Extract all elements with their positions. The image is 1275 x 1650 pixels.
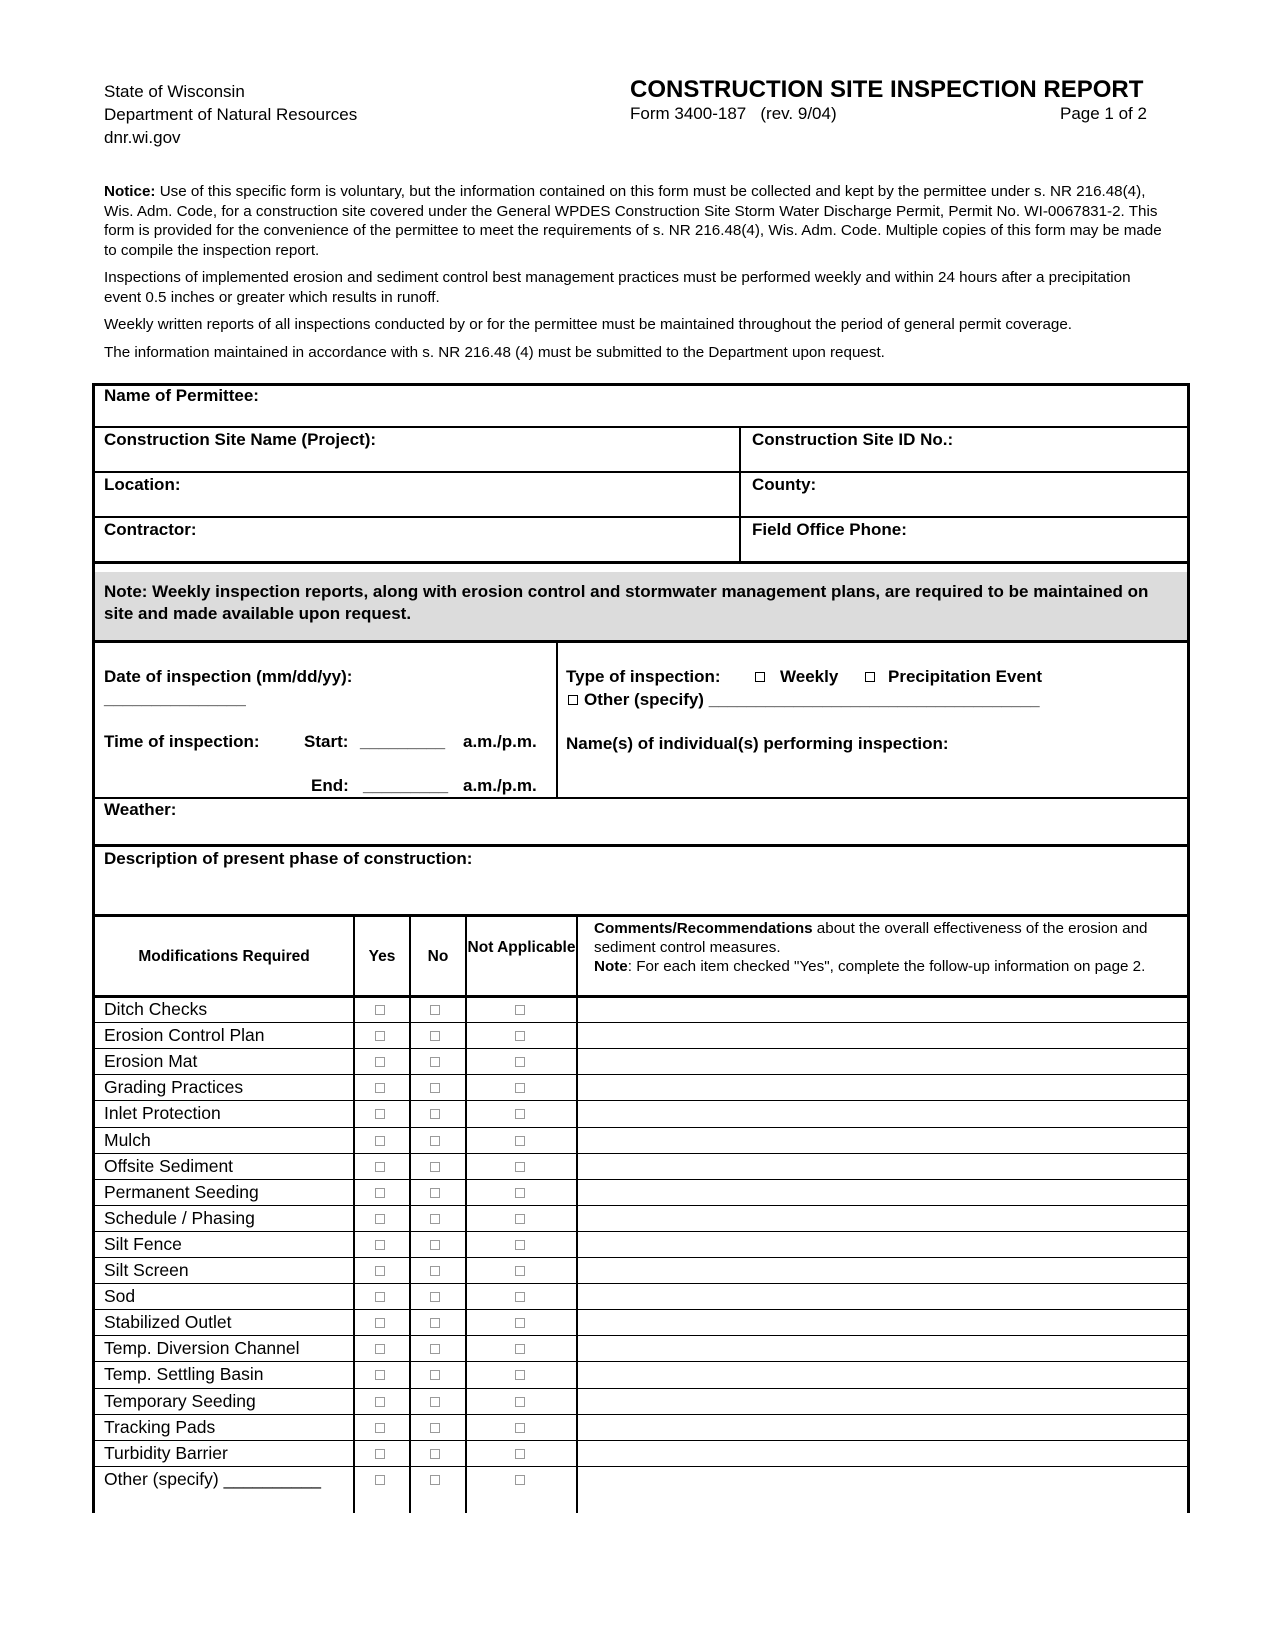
comment-cell[interactable]: [578, 1467, 1188, 1491]
modification-item: Silt Screen: [104, 1260, 189, 1280]
na-checkbox[interactable]: [515, 1188, 525, 1198]
divider: [92, 797, 1190, 799]
no-checkbox[interactable]: [430, 1397, 440, 1407]
precipitation-label: Precipitation Event: [888, 667, 1042, 686]
modification-item: Temp. Settling Basin: [104, 1364, 264, 1385]
comments-header: [594, 919, 1174, 976]
divider: [739, 426, 741, 562]
no-checkbox[interactable]: [430, 1475, 440, 1485]
comment-cell[interactable]: [578, 1023, 1188, 1047]
form-number: Form 3400-187 (rev. 9/04): [630, 104, 837, 123]
no-checkbox[interactable]: [430, 1057, 440, 1067]
start-ampm: a.m./p.m.: [463, 732, 537, 751]
yes-checkbox[interactable]: [375, 1344, 385, 1354]
modification-item: Silt Fence: [104, 1233, 182, 1254]
yes-checkbox[interactable]: [375, 1214, 385, 1224]
notice-paragraph-3: Weekly written reports of all inspections conducted by or for the permittee must be maintained throughout the period of general permit coverage.: [104, 316, 1073, 333]
yes-checkbox[interactable]: [375, 1423, 385, 1433]
comment-cell[interactable]: [578, 1415, 1188, 1439]
na-checkbox[interactable]: [515, 1031, 525, 1041]
modification-item: Temporary Seeding: [104, 1390, 256, 1411]
comments-note-text: : For each item checked "Yes", complete the follow-up information on page 2.: [627, 958, 1146, 975]
date-blank[interactable]: _______________: [104, 689, 246, 708]
agency-block: [104, 80, 357, 149]
yes-checkbox[interactable]: [375, 1397, 385, 1407]
na-checkbox[interactable]: [515, 1005, 525, 1015]
notice-label: Notice:: [104, 183, 156, 200]
weekly-checkbox[interactable]: [755, 672, 765, 682]
divider: [556, 641, 558, 798]
na-checkbox[interactable]: [515, 1449, 525, 1459]
precipitation-checkbox[interactable]: [865, 672, 875, 682]
inspectors-label: Name(s) of individual(s) performing inspection:: [566, 734, 949, 753]
modification-item: Mulch: [104, 1129, 151, 1150]
comment-cell[interactable]: [578, 1310, 1188, 1334]
divider: [92, 426, 1190, 428]
notice-paragraph-1: [104, 182, 1170, 260]
na-checkbox[interactable]: [515, 1266, 525, 1276]
divider: [92, 561, 1190, 564]
agency-website: dnr.wi.gov: [104, 128, 181, 147]
no-checkbox[interactable]: [430, 1318, 440, 1328]
divider: [92, 844, 1190, 847]
na-checkbox[interactable]: [515, 1162, 525, 1172]
agency-department: Department of Natural Resources: [104, 105, 358, 124]
yes-checkbox[interactable]: [375, 1449, 385, 1459]
na-checkbox[interactable]: [515, 1344, 525, 1354]
other-type-checkbox[interactable]: [568, 695, 578, 705]
modification-item: Sod: [104, 1286, 136, 1307]
no-checkbox[interactable]: [430, 1344, 440, 1354]
comments-note-bold: Note: [594, 958, 628, 975]
no-checkbox[interactable]: [430, 1240, 440, 1250]
modification-item: Erosion Mat: [104, 1051, 198, 1072]
na-checkbox[interactable]: [515, 1475, 525, 1485]
no-checkbox[interactable]: [430, 1188, 440, 1198]
other-type-label[interactable]: Other (specify) ___________________________________: [584, 690, 1040, 709]
no-checkbox[interactable]: [430, 1162, 440, 1172]
start-label: Start:: [304, 732, 349, 751]
comment-cell[interactable]: [578, 1389, 1188, 1413]
col-yes-header: Yes: [368, 948, 396, 965]
modification-item: Grading Practices: [104, 1077, 244, 1098]
na-checkbox[interactable]: [515, 1057, 525, 1067]
modification-item: Permanent Seeding: [104, 1181, 259, 1202]
divider: [92, 914, 1190, 917]
time-label: Time of inspection:: [104, 732, 260, 751]
comment-cell[interactable]: [578, 997, 1188, 1021]
yes-checkbox[interactable]: [375, 1057, 385, 1067]
yes-checkbox[interactable]: [375, 1083, 385, 1093]
comments-bold: Comments/Recommendations: [594, 920, 813, 937]
divider: [409, 916, 411, 1513]
modification-item: Temp. Diversion Channel: [104, 1338, 300, 1359]
no-checkbox[interactable]: [430, 1449, 440, 1459]
na-checkbox[interactable]: [515, 1136, 525, 1146]
county-label: County:: [752, 475, 817, 494]
na-checkbox[interactable]: [515, 1292, 525, 1302]
yes-checkbox[interactable]: [375, 1292, 385, 1302]
page-title: CONSTRUCTION SITE INSPECTION REPORT: [630, 76, 1144, 103]
comment-cell[interactable]: [578, 1336, 1188, 1360]
modification-item: Erosion Control Plan: [104, 1025, 265, 1046]
no-checkbox[interactable]: [430, 1370, 440, 1380]
col-no-header: No: [427, 948, 449, 965]
modification-item: Tracking Pads: [104, 1416, 216, 1437]
modification-item: Offsite Sediment: [104, 1155, 234, 1176]
yes-checkbox[interactable]: [375, 1162, 385, 1172]
na-checkbox[interactable]: [515, 1214, 525, 1224]
weather-label: Weather:: [104, 800, 177, 819]
weekly-label: Weekly: [780, 667, 839, 686]
site-id-label: Construction Site ID No.:: [752, 430, 954, 449]
no-checkbox[interactable]: [430, 1266, 440, 1276]
inspection-type-label: Type of inspection:: [566, 667, 721, 686]
na-checkbox[interactable]: [515, 1397, 525, 1407]
na-checkbox[interactable]: [515, 1083, 525, 1093]
yes-checkbox[interactable]: [375, 1318, 385, 1328]
end-blank[interactable]: _________: [363, 776, 449, 795]
modification-item: Stabilized Outlet: [104, 1312, 232, 1333]
no-checkbox[interactable]: [430, 1292, 440, 1302]
page-indicator: Page 1 of 2: [1060, 104, 1147, 123]
na-checkbox[interactable]: [515, 1423, 525, 1433]
end-ampm: a.m./p.m.: [463, 776, 537, 795]
yes-checkbox[interactable]: [375, 1188, 385, 1198]
comment-cell[interactable]: [578, 1232, 1188, 1256]
notice-paragraph-2: Inspections of implemented erosion and sediment control best management practices must be performed weekly and within 24 hours after a precipitation event 0.5 inches or greater which results in runoff.: [104, 269, 1131, 306]
na-checkbox[interactable]: [515, 1318, 525, 1328]
comment-cell[interactable]: [578, 1180, 1188, 1204]
comments-text: about the overall effectiveness of the erosion and sediment control measures.: [594, 920, 1148, 956]
comment-cell[interactable]: [578, 1075, 1188, 1099]
notice-paragraph-4: The information maintained in accordance with s. NR 216.48 (4) must be submitted to the Department upon request.: [104, 343, 885, 361]
comment-cell[interactable]: [578, 1154, 1188, 1178]
modification-item: Turbidity Barrier: [104, 1442, 228, 1463]
yes-checkbox[interactable]: [375, 1109, 385, 1119]
no-checkbox[interactable]: [430, 1083, 440, 1093]
comment-cell[interactable]: [578, 1128, 1188, 1152]
modification-item: Ditch Checks: [104, 999, 208, 1019]
phase-label: Description of present phase of construction:: [104, 849, 473, 868]
no-checkbox[interactable]: [430, 1214, 440, 1224]
start-blank[interactable]: _________: [360, 732, 446, 751]
no-checkbox[interactable]: [430, 1109, 440, 1119]
comment-cell[interactable]: [578, 1258, 1188, 1282]
yes-checkbox[interactable]: [375, 1240, 385, 1250]
no-checkbox[interactable]: [430, 1005, 440, 1015]
comment-cell[interactable]: [578, 1284, 1188, 1308]
col-modifications-header: Modifications Required: [138, 948, 310, 965]
no-checkbox[interactable]: [430, 1031, 440, 1041]
na-checkbox[interactable]: [515, 1370, 525, 1380]
col-na-header: Not Applicable: [467, 939, 576, 956]
notice-section: [104, 182, 1170, 370]
location-label: Location:: [104, 475, 181, 494]
contractor-label: Contractor:: [104, 520, 197, 539]
no-checkbox[interactable]: [430, 1136, 440, 1146]
divider: [92, 516, 1190, 518]
site-name-label: Construction Site Name (Project):: [104, 430, 377, 449]
modification-item: Other (specify) __________: [104, 1468, 321, 1489]
na-checkbox[interactable]: [515, 1109, 525, 1119]
permittee-label: Name of Permittee:: [104, 386, 259, 405]
comment-cell[interactable]: [578, 1101, 1188, 1125]
divider: [92, 471, 1190, 473]
field-office-phone-label: Field Office Phone:: [752, 520, 907, 539]
yes-checkbox[interactable]: [375, 1136, 385, 1146]
note-text: Note: Weekly inspection reports, along with erosion control and stormwater management plans, are required to be maintained on site and made available upon request.: [104, 582, 1149, 623]
end-label: End:: [311, 776, 349, 795]
comment-cell[interactable]: [578, 1362, 1188, 1386]
yes-checkbox[interactable]: [375, 1370, 385, 1380]
divider: [92, 640, 1190, 643]
date-label: Date of inspection (mm/dd/yy):: [104, 667, 353, 686]
na-checkbox[interactable]: [515, 1240, 525, 1250]
comment-cell[interactable]: [578, 1049, 1188, 1073]
comment-cell[interactable]: [578, 1206, 1188, 1230]
yes-checkbox[interactable]: [375, 1005, 385, 1015]
yes-checkbox[interactable]: [375, 1266, 385, 1276]
divider: [465, 916, 467, 1513]
modification-item: Schedule / Phasing: [104, 1207, 255, 1228]
yes-checkbox[interactable]: [375, 1031, 385, 1041]
yes-checkbox[interactable]: [375, 1475, 385, 1485]
comment-cell[interactable]: [578, 1441, 1188, 1465]
modification-item: Inlet Protection: [104, 1103, 221, 1124]
divider: [353, 916, 355, 1513]
notice-text-1: Use of this specific form is voluntary, but the information contained on this form must be collected and kept by the permittee under s. NR 216.48(4), Wis. Adm. Code, for a construction site covered under the General WPDES Construction Site Storm Water Discharge Permit, Permit No. WI-0067831-2. This form is provided for the convenience of the permittee to meet the requirements of s. NR 216.48(4), Wis. Adm. Code. Multiple copies of this form may be made to compile the inspection report.: [104, 183, 1162, 259]
no-checkbox[interactable]: [430, 1423, 440, 1433]
agency-state: State of Wisconsin: [104, 82, 245, 101]
